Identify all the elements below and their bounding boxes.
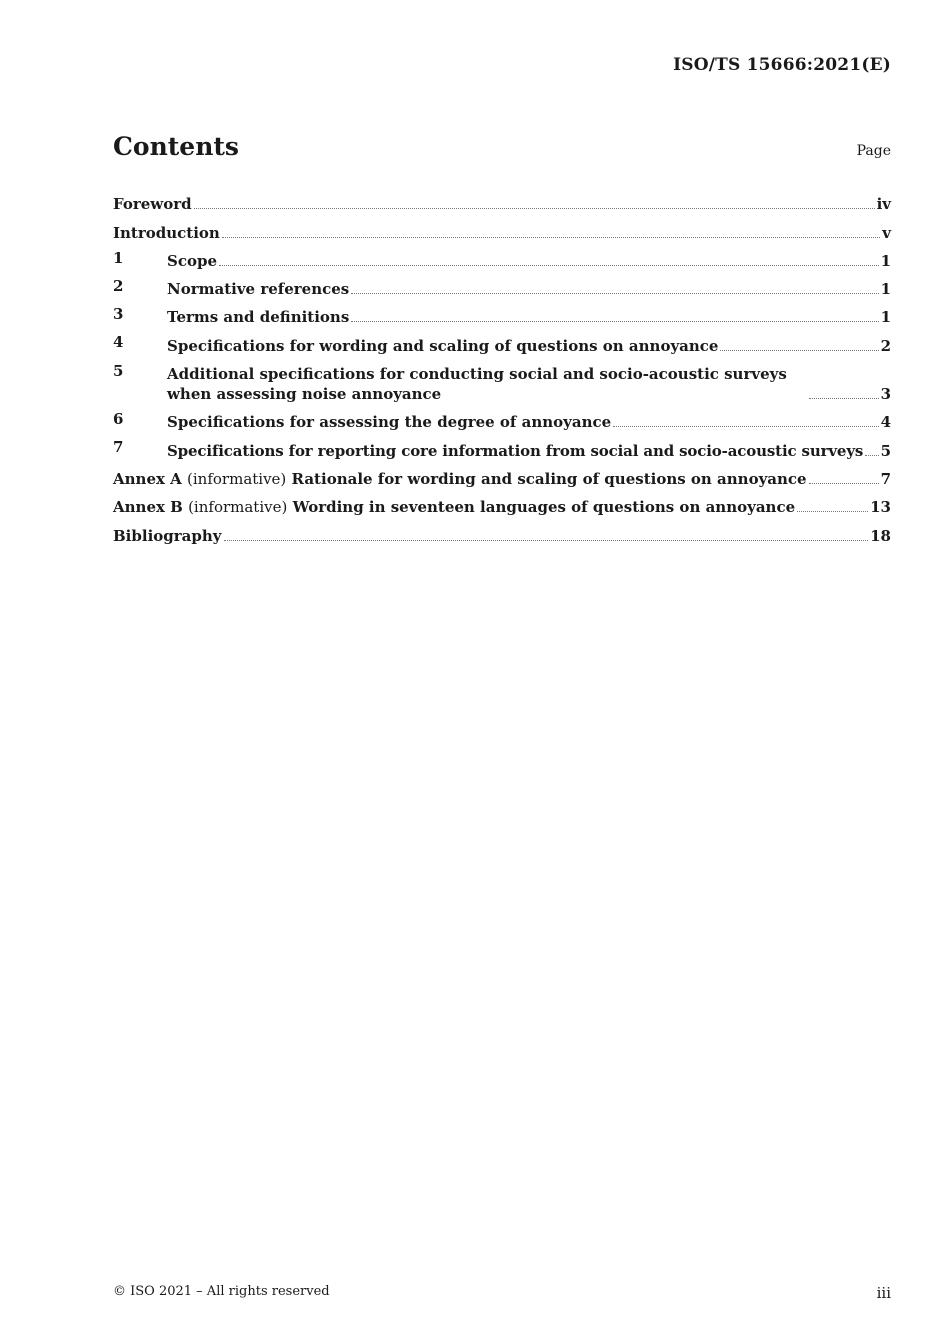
toc-entry-reporting-core-information[interactable] xyxy=(113,432,891,460)
dot-leader xyxy=(797,510,868,512)
toc-entry-introduction[interactable] xyxy=(113,214,891,242)
toc-entry-normative-references[interactable] xyxy=(113,271,891,299)
toc-entry-title: Terms and definitions xyxy=(167,308,350,327)
toc-title: Contents xyxy=(113,132,240,161)
toc-entry-number: 3 xyxy=(113,305,124,324)
toc-entry-number: 5 xyxy=(113,361,124,380)
dot-leader xyxy=(194,207,875,209)
toc-entry-page: 18 xyxy=(870,526,891,545)
toc-entry-number: 2 xyxy=(113,276,124,295)
toc-entry-foreword[interactable] xyxy=(113,186,891,214)
toc-entry-title: Foreword xyxy=(113,195,192,214)
toc-entry-annex-b[interactable] xyxy=(113,489,891,517)
dot-leader xyxy=(809,482,879,484)
toc-entry-title: Additional specifications for conducting social and socio-acoustic surveys when assessing noise annoyance xyxy=(167,365,787,404)
toc-entry-page: v xyxy=(882,223,891,242)
toc-entry-wording-and-scaling[interactable] xyxy=(113,327,891,355)
dot-leader xyxy=(809,397,879,399)
toc-entry-title: Introduction xyxy=(113,223,220,242)
annex-label: Annex B xyxy=(113,498,183,517)
toc-entry-bibliography[interactable] xyxy=(113,517,891,545)
toc-entry-title xyxy=(113,497,795,517)
dot-leader xyxy=(720,349,878,351)
toc-entry-title xyxy=(113,469,807,489)
dot-leader xyxy=(865,454,878,456)
annex-qualifier: (informative) xyxy=(188,498,288,517)
toc-entry-page: 7 xyxy=(880,469,891,488)
toc-entry-additional-specifications[interactable] xyxy=(113,356,891,404)
toc-entry-page: 13 xyxy=(870,498,891,517)
toc-entry-page: 3 xyxy=(880,385,891,404)
toc-entry-page: 4 xyxy=(880,413,891,432)
toc-entry-number: 6 xyxy=(113,410,124,429)
toc-entry-title: Bibliography xyxy=(113,526,222,545)
dot-leader xyxy=(224,539,869,541)
toc-entry-number: 7 xyxy=(113,438,124,457)
dot-leader xyxy=(219,264,879,266)
table-of-contents xyxy=(113,186,891,546)
annex-title: Wording in seventeen languages of questions on annoyance xyxy=(292,498,796,517)
copyright-notice: © ISO 2021 – All rights reserved xyxy=(113,1284,330,1299)
toc-entry-page: 1 xyxy=(880,308,891,327)
toc-entry-number: 1 xyxy=(113,248,124,267)
toc-entry-number: 4 xyxy=(113,333,124,352)
toc-entry-title: Normative references xyxy=(167,280,350,299)
toc-entry-title: Specifications for assessing the degree of annoyance xyxy=(167,413,612,432)
document-identifier: ISO/TS 15666:2021(E) xyxy=(673,55,891,75)
annex-title: Rationale for wording and scaling of questions on annoyance xyxy=(291,469,807,488)
page-number: iii xyxy=(876,1284,891,1302)
annex-label: Annex A xyxy=(113,469,182,488)
dot-leader xyxy=(351,320,878,322)
toc-entry-annex-a[interactable] xyxy=(113,461,891,489)
toc-entry-page: 1 xyxy=(880,280,891,299)
toc-entry-page: 2 xyxy=(880,336,891,355)
toc-entry-title: Scope xyxy=(167,251,218,270)
dot-leader xyxy=(222,236,880,238)
toc-entry-title: Specifications for reporting core information from social and socio-acoustic surveys xyxy=(167,441,864,460)
toc-entry-terms-and-definitions[interactable] xyxy=(113,299,891,327)
page-column-label: Page xyxy=(856,143,891,159)
toc-entry-degree-of-annoyance[interactable] xyxy=(113,404,891,432)
dot-leader xyxy=(351,292,878,294)
toc-header xyxy=(113,132,891,161)
annex-qualifier: (informative) xyxy=(187,469,287,488)
toc-entry-page: 5 xyxy=(880,441,891,460)
toc-entry-title: Specifications for wording and scaling of questions on annoyance xyxy=(167,336,719,355)
page-footer xyxy=(113,1284,891,1302)
toc-entry-scope[interactable] xyxy=(113,243,891,271)
toc-entry-page: iv xyxy=(876,195,891,214)
dot-leader xyxy=(613,425,878,427)
toc-entry-page: 1 xyxy=(880,251,891,270)
